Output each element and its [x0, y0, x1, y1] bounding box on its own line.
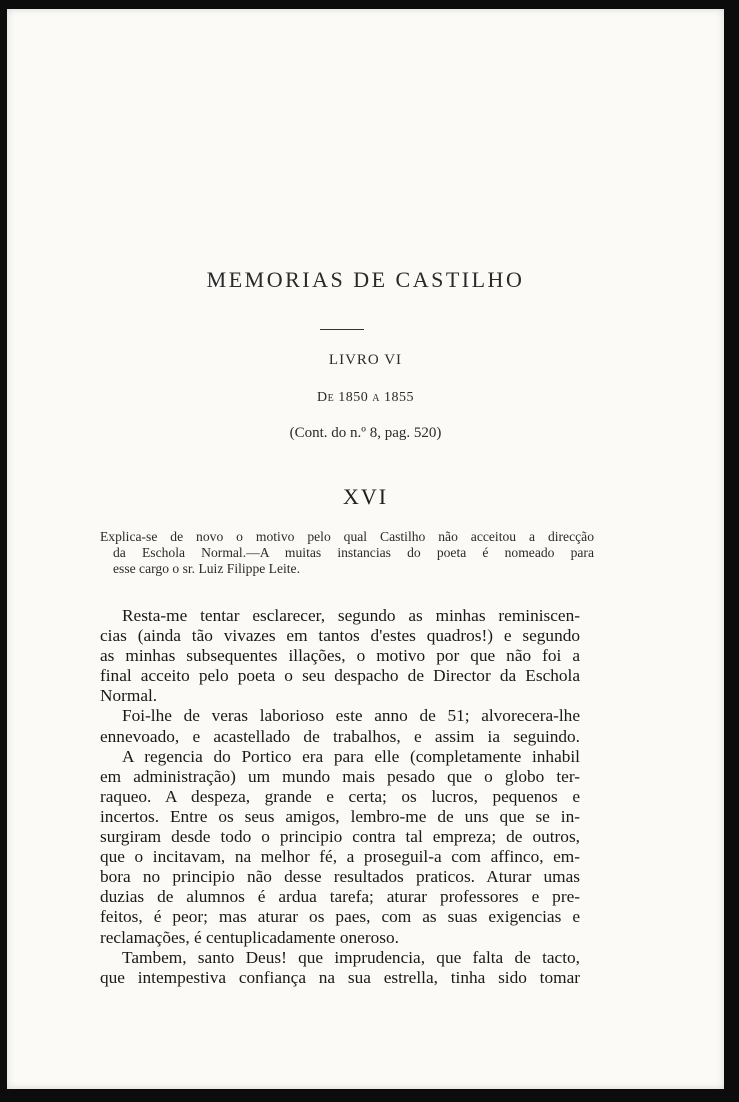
body-line: duzias de alumnos é ardua tarefa; aturar professores e pre-: [100, 887, 580, 907]
body-line: as minhas subsequentes illações, o motivo por que não foi a: [100, 646, 580, 666]
body-line: em administração) um mundo mais pesado que o globo ter-: [100, 766, 580, 786]
body-line: surgiram desde todo o principio contra tal empreza; de outros,: [100, 827, 580, 847]
body-line: Resta-me tentar esclarecer, segundo as minhas reminiscen-: [122, 606, 580, 625]
body-line: bora no principio não desse resultados praticos. Aturar umas: [100, 867, 580, 887]
body-line: A regencia do Portico era para elle (completamente inhabil: [122, 746, 580, 766]
body-line: Normal.: [100, 686, 158, 706]
body-text: [100, 606, 580, 988]
title-divider: [320, 329, 364, 330]
body-line: feitos, é peor; mas aturar os paes, com as suas exigencias e: [100, 907, 580, 927]
body-line: Foi-lhe de veras laborioso este anno de 51; alvorecera-lhe: [122, 706, 580, 726]
page-sheet: [7, 9, 724, 1089]
body-line: Tambem, santo Deus! que imprudencia, que falta de tacto,: [122, 947, 580, 967]
body-line: reclamações, é centuplicadamente oneroso.: [100, 927, 399, 947]
body-line: que o incitavam, na melhor fé, a proseguil-a com affinco, em-: [100, 847, 580, 867]
summary-line: da Eschola Normal.—A muitas instancias do poeta é nomeado para: [113, 545, 594, 560]
page-title: MEMORIAS DE CASTILHO: [206, 267, 525, 292]
body-line: incertos. Entre os seus amigos, lembro-me de uns que se in-: [100, 806, 580, 826]
body-line: raqueo. A despeza, grande e certa; os lucros, pequenos e: [100, 786, 580, 806]
book-label: LIVRO VI: [328, 352, 403, 368]
body-line: que intempestiva confiança na sua estrella, tinha sido tomar: [100, 967, 580, 987]
years-range: De 1850 a 1855: [317, 390, 414, 405]
body-line: cias (ainda tão vivazes em tantos d'estes quadros!) e segundo: [100, 626, 580, 646]
summary-line: esse cargo o sr. Luiz Filippe Leite.: [113, 561, 300, 576]
body-line: ennevoado, e acastellado de trabalhos, e assim ia seguindo.: [100, 726, 580, 746]
chapter-summary: [100, 529, 594, 577]
chapter-number: XVI: [342, 484, 389, 509]
continuation-note: (Cont. do n.º 8, pag. 520): [289, 425, 442, 441]
body-line: final acceito pelo poeta o seu despacho de Director da Eschola: [100, 666, 580, 686]
summary-line: Explica-se de novo o motivo pelo qual Castilho não acceitou a direcção: [100, 529, 594, 544]
